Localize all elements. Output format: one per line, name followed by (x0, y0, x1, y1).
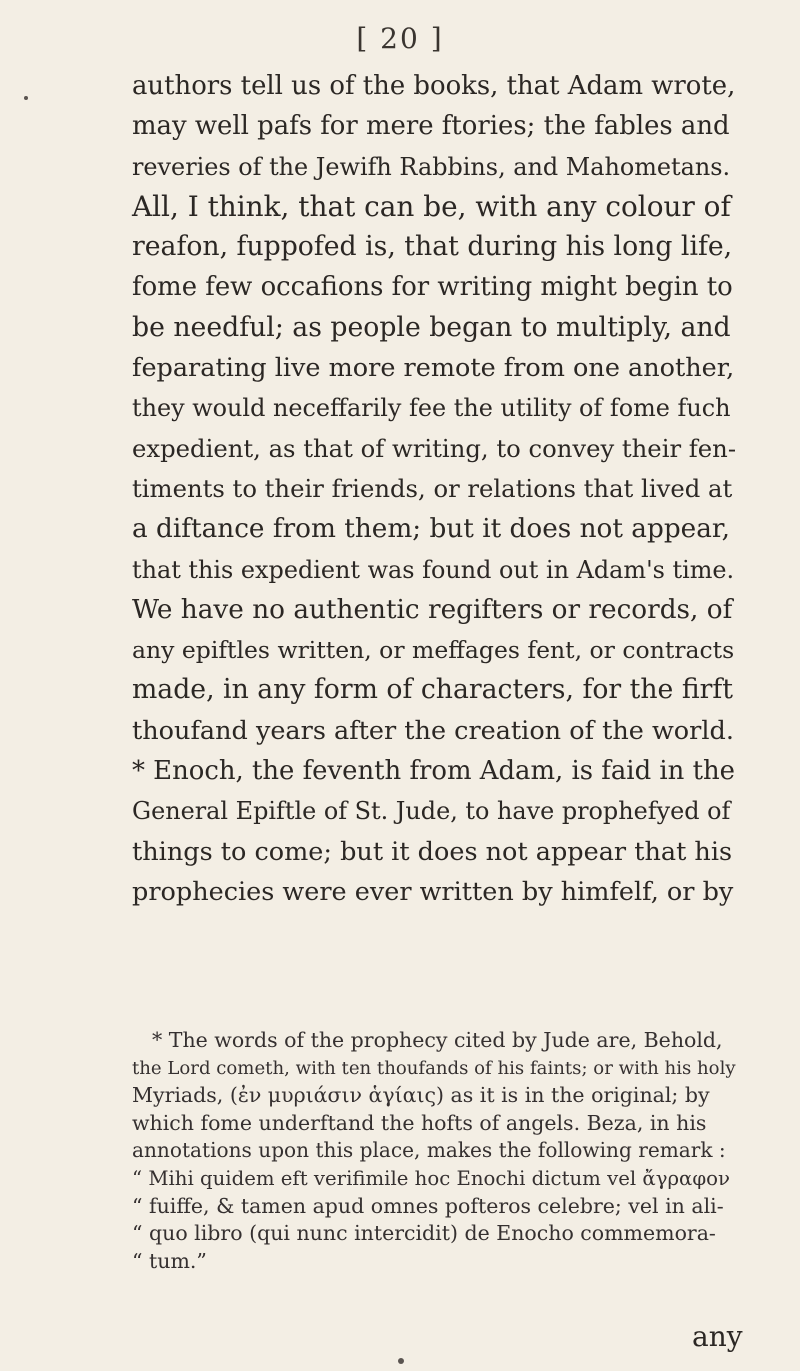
ink-speck (24, 96, 28, 100)
catchword: any (692, 1320, 743, 1353)
text-line: reveries of the Jewifh Rabbins, and Mahometans. (132, 152, 731, 181)
footnote-line: “ Mihi quidem eft verifimile hoc Enochi dictum vel ἄγραφον (132, 1166, 730, 1190)
footnote-line: * The words of the prophecy cited by Jude are, Behold, (152, 1028, 723, 1052)
footnote-line: Myriads, (ἐν μυριάσιν ἁγίαις) as it is in the original; by (132, 1083, 710, 1108)
footnote-line: “ quo libro (qui nunc intercidit) de Enocho commemora- (132, 1221, 716, 1246)
text-line: that this expedient was found out in Adam's time. (132, 555, 735, 584)
text-line: they would neceffarily fee the utility of fome fuch (132, 394, 731, 423)
text-line: We have no authentic regifters or records, of (132, 594, 733, 625)
main-text (132, 66, 737, 912)
page-number: [ 20 ] (356, 22, 444, 55)
text-line: feparating live more remote from one another, (132, 353, 735, 384)
footnote-line: the Lord cometh, with ten thoufands of his faints; or with his holy (132, 1057, 736, 1079)
text-line: be needful; as people began to multiply, and (132, 311, 731, 343)
text-line: prophecies were ever written by himfelf, or by (132, 876, 734, 907)
text-line: General Epiftle of St. Jude, to have prophefyed of (132, 797, 731, 826)
text-line: authors tell us of the books, that Adam wrote, (132, 71, 736, 101)
ink-speck (398, 1358, 404, 1364)
text-line: expedient, as that of writing, to convey their fen- (132, 433, 737, 463)
text-line: things to come; but it does not appear that his (132, 836, 733, 867)
text-line: may well pafs for mere ftories; the fables and (132, 111, 730, 142)
footnote-line: “ fuiffe, & tamen apud omnes pofteros celebre; vel in ali- (132, 1193, 724, 1218)
text-line: * Enoch, the feventh from Adam, is faid in the (132, 756, 735, 787)
text-line: fome few occafions for writing might begin to (132, 272, 733, 303)
footnote (132, 1027, 737, 1275)
text-line: thoufand years after the creation of the world. (132, 715, 734, 746)
text-line: made, in any form of characters, for the firft (132, 674, 733, 706)
text-line: reafon, fuppofed is, that during his long life, (132, 231, 733, 263)
footnote-line: “ tum.” (132, 1248, 207, 1273)
footnote-line: which fome underftand the hofts of angels. Beza, in his (132, 1110, 707, 1135)
text-line: a diftance from them; but it does not appear, (132, 514, 730, 545)
text-line: timents to their friends, or relations that lived at (132, 473, 733, 503)
footnote-line: annotations upon this place, makes the following remark : (132, 1138, 726, 1163)
text-line: All, I think, that can be, with any colour of (132, 189, 731, 223)
text-line: any epiftles written, or meffages fent, or contracts (132, 636, 735, 665)
